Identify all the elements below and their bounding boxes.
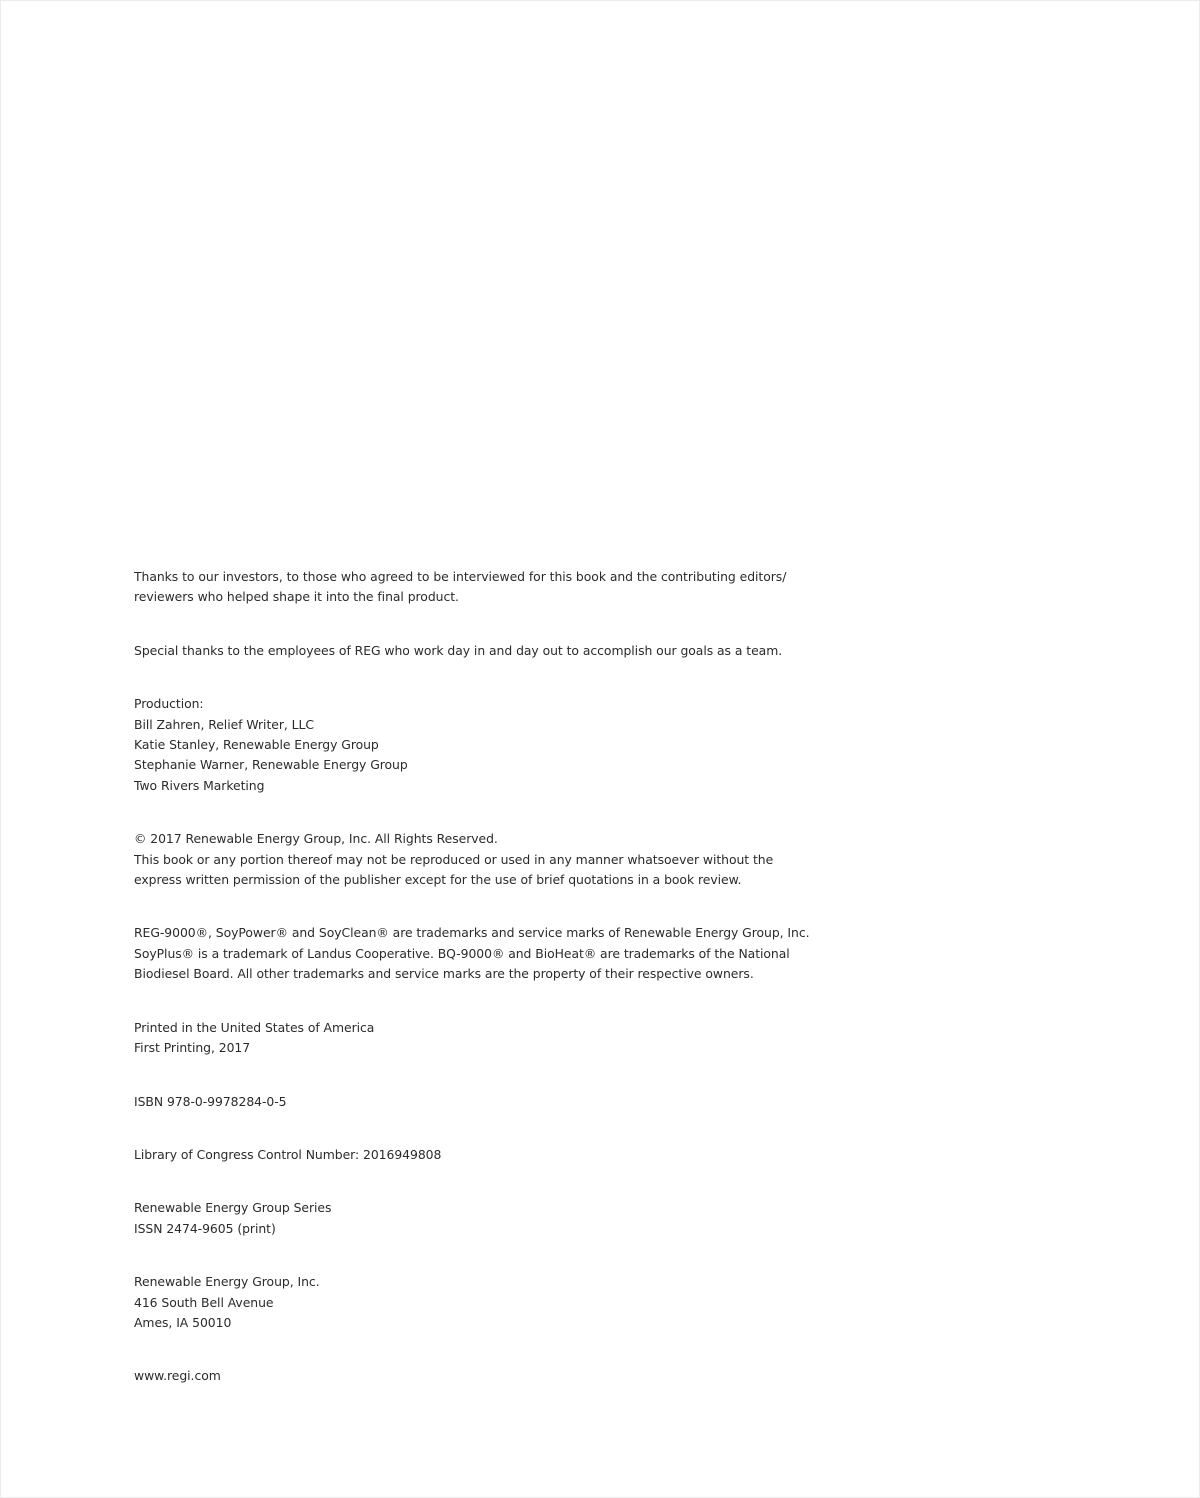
- series-name: Renewable Energy Group Series: [134, 1200, 332, 1216]
- copyright-notice: [134, 829, 774, 890]
- acknowledgments-paragraph: [134, 567, 787, 608]
- website-link: www.regi.com: [134, 1368, 221, 1384]
- trademarks-line-3: Biodiesel Board. All other trademarks and service marks are the property of their respective owners.: [134, 966, 754, 982]
- isbn-line: ISBN 978-0-9978284-0-5: [134, 1093, 287, 1109]
- copyright-restriction-line-1: This book or any portion thereof may not be reproduced or used in any manner whatsoever without the: [134, 851, 774, 867]
- publisher-name: Renewable Energy Group, Inc.: [134, 1274, 320, 1290]
- copyright-restriction-line-2: express written permission of the publisher except for the use of brief quotations in a book review.: [134, 872, 742, 888]
- publisher-street: 416 South Bell Avenue: [134, 1294, 274, 1310]
- copyright-line: © 2017 Renewable Energy Group, Inc. All Rights Reserved.: [134, 831, 498, 847]
- trademarks-line-1: REG-9000®, SoyPower® and SoyClean® are trademarks and service marks of Renewable Energy Group, Inc.: [134, 925, 810, 941]
- acknowledgments-line-1: Thanks to our investors, to those who agreed to be interviewed for this book and the contributing editors/: [134, 569, 787, 584]
- website: [134, 1366, 774, 1386]
- colophon: [134, 567, 810, 1387]
- production-credit: Stephanie Warner, Renewable Energy Group: [134, 757, 408, 773]
- production-heading: Production:: [134, 696, 204, 712]
- series-issn: ISSN 2474-9605 (print): [134, 1220, 276, 1236]
- production-credit: Two Rivers Marketing: [134, 777, 265, 793]
- trademarks-paragraph: [134, 923, 810, 984]
- trademarks-line-2: SoyPlus® is a trademark of Landus Cooperative. BQ-9000® and BioHeat® are trademarks of the National: [134, 945, 790, 961]
- printing-edition: First Printing, 2017: [134, 1040, 251, 1056]
- employees-thanks-line: Special thanks to the employees of REG who work day in and day out to accomplish our goals as a team.: [134, 642, 783, 658]
- series-info: [134, 1198, 774, 1239]
- printed-country: Printed in the United States of America: [134, 1019, 375, 1035]
- lccn: [134, 1145, 774, 1165]
- production-credits: [134, 694, 774, 796]
- publisher-address: [134, 1272, 774, 1333]
- printing-info: [134, 1018, 774, 1059]
- production-credit: Bill Zahren, Relief Writer, LLC: [134, 716, 314, 732]
- publisher-city: Ames, IA 50010: [134, 1314, 232, 1330]
- acknowledgments-line-2: reviewers who helped shape it into the final product.: [134, 589, 459, 605]
- production-credit: Katie Stanley, Renewable Energy Group: [134, 737, 379, 753]
- isbn: [134, 1092, 774, 1112]
- employees-thanks-paragraph: [134, 641, 783, 661]
- lccn-line: Library of Congress Control Number: 2016949808: [134, 1146, 442, 1162]
